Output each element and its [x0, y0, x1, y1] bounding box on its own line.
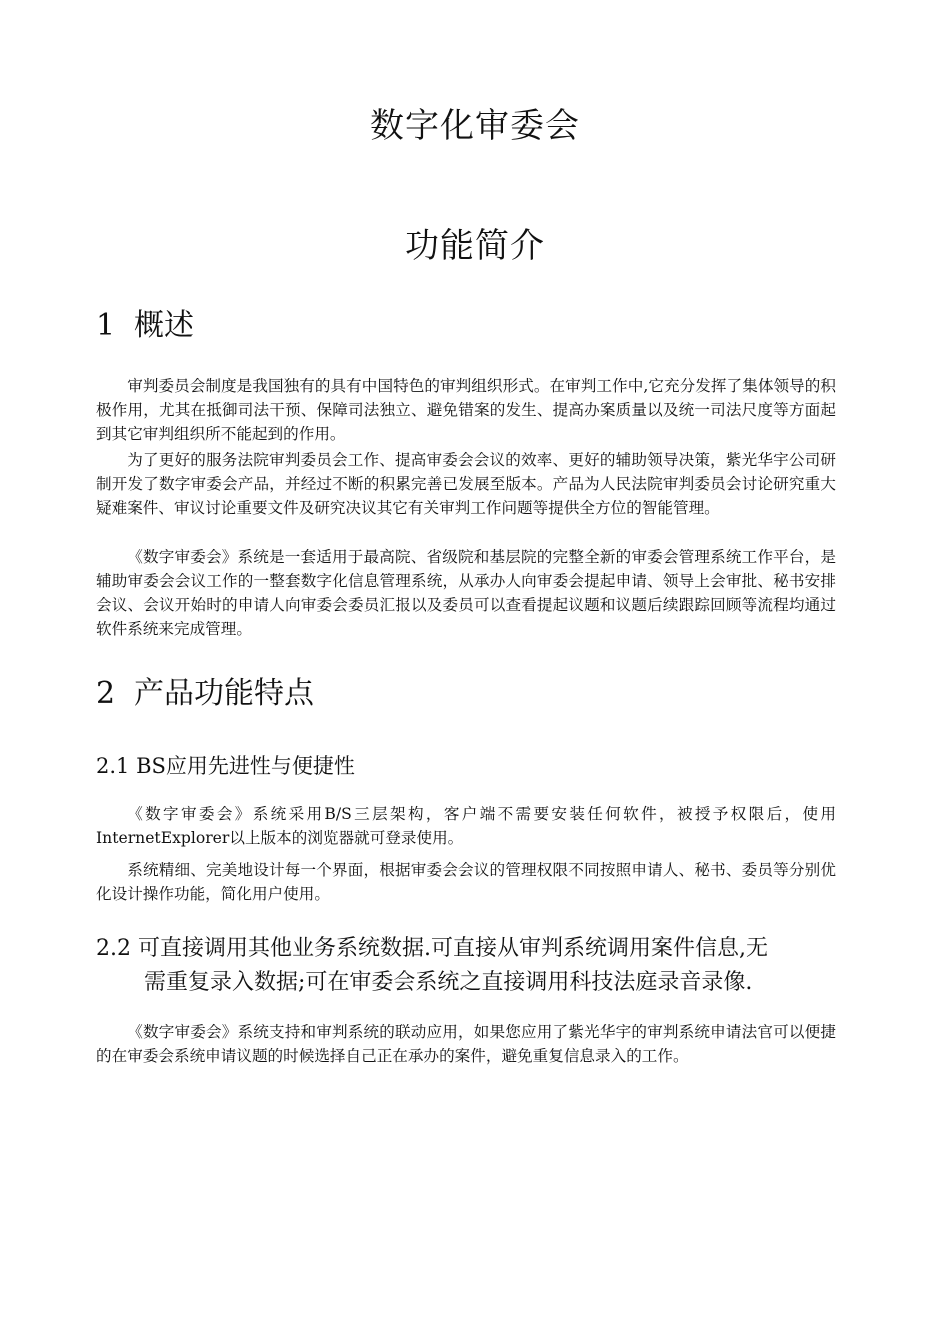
- subsection-2-1-paragraph-1: 《数字审委会》系统采用B/S三层架构，客户端不需要安装任何软件，被授予权限后，使用InternetExplorer以上版本的浏览器就可登录使用。: [96, 805, 836, 847]
- section-1-paragraph-1: 审判委员会制度是我国独有的具有中国特色的审判组织形式。在审判工作中,它充分发挥了集体领导的积极作用，尤其在抵御司法干预、保障司法独立、避免错案的发生、提高办案质量以及统一司法尺度等方面起到其它审判组织所不能起到的作用。: [96, 377, 836, 443]
- section-1-heading: [96, 308, 194, 344]
- subsection-2-1-paragraph-2: 系统精细、完美地设计每一个界面，根据审委会会议的管理权限不同按照申请人、秘书、委员等分别优化设计操作功能，简化用户使用。: [96, 861, 836, 903]
- subsection-2-2-heading-line-2: 需重复录入数据;可在审委会系统之直接调用科技法庭录音录像.: [144, 970, 753, 995]
- section-1-title: 概述: [134, 308, 194, 343]
- section-1-paragraph-2: 为了更好的服务法院审判委员会工作、提高审委会会议的效率、更好的辅助领导决策，紫光华宇公司研制开发了数字审委会产品，并经过不断的积累完善已发展至版本。产品为人民法院审判委员会讨论研究重大疑难案件、审议讨论重要文件及研究决议其它有关审判工作问题等提供全方位的智能管理。: [96, 451, 836, 517]
- subsection-2-2-paragraph-1: 《数字审委会》系统支持和审判系统的联动应用，如果您应用了紫光华宇的审判系统申请法官可以便捷的在审委会系统申请议题的时候选择自己正在承办的案件，避免重复信息录入的工作。: [96, 1023, 836, 1065]
- subsection-2-2-heading: [96, 932, 856, 1000]
- document-title: 数字化审委会: [370, 106, 580, 146]
- section-2-title: 产品功能特点: [134, 676, 314, 711]
- section-1-number: 1: [96, 308, 116, 343]
- section-2-heading: [96, 676, 314, 712]
- document-subtitle: 功能简介: [405, 226, 545, 266]
- section-1-paragraph-3: 《数字审委会》系统是一套适用于最高院、省级院和基层院的完整全新的审委会管理系统工作平台，是辅助审委会会议工作的一整套数字化信息管理系统，从承办人向审委会提起申请、领导上会审批、秘书安排会议、会议开始时的申请人向审委会委员汇报以及委员可以查看提起议题和议题后续跟踪回顾等流程均通过软件系统来完成管理。: [96, 548, 836, 638]
- subsection-2-1-heading: 2.1 BS应用先进性与便捷性: [96, 754, 355, 778]
- subsection-2-2-heading-line-1: 2.2 可直接调用其他业务系统数据.可直接从审判系统调用案件信息,无: [96, 936, 768, 961]
- section-2-number: 2: [96, 676, 116, 711]
